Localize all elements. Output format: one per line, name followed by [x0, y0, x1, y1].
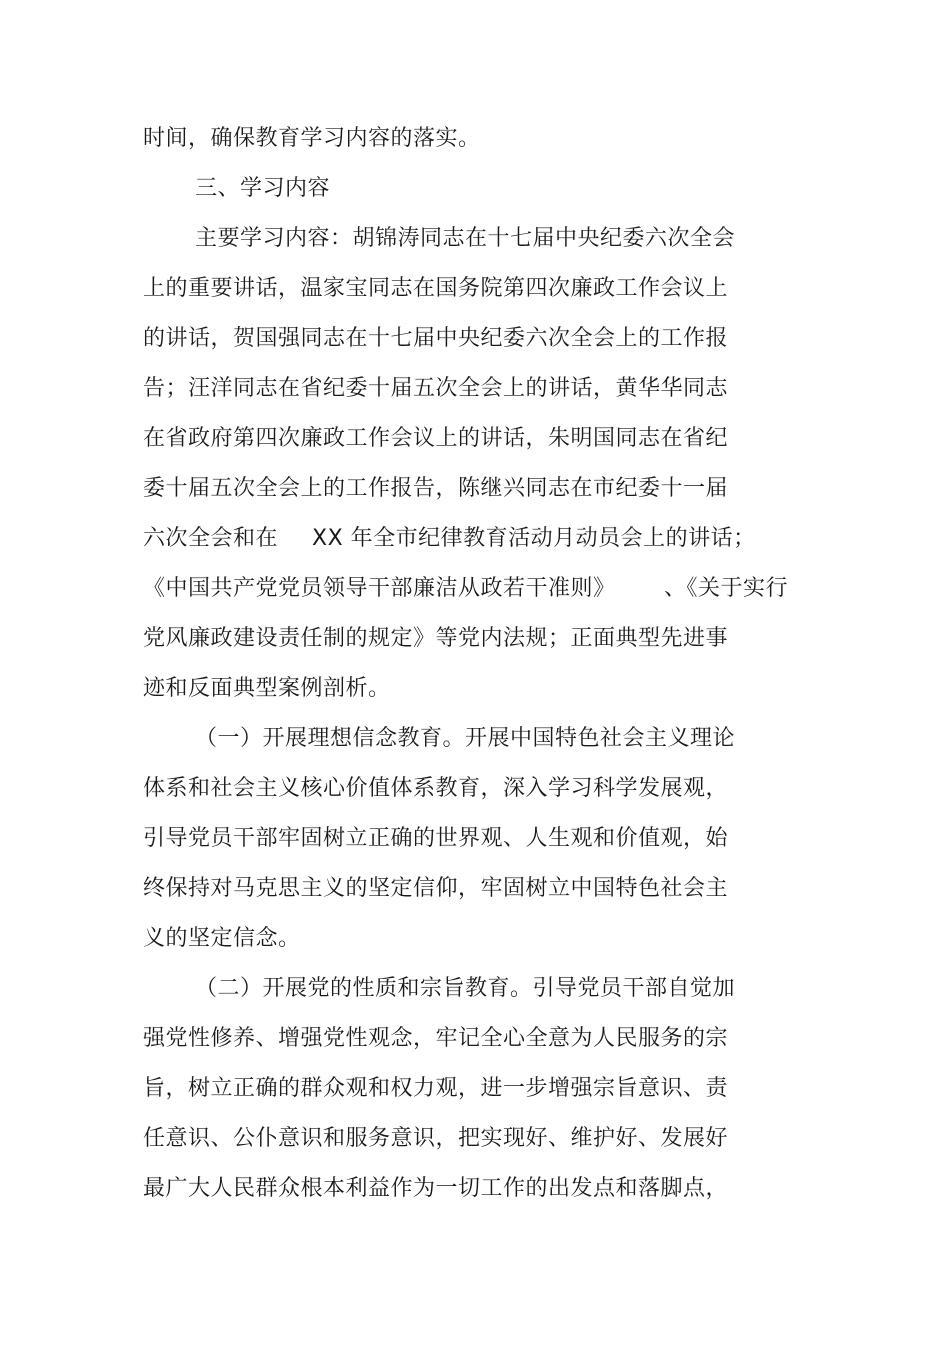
text-line: 、《关于实行 [664, 576, 789, 601]
text-line: 主要学习内容：胡锦涛同志在十七届中央纪委六次全会 [195, 226, 736, 251]
text-line: 旨，树立正确的群众观和权力观，进一步增强宗旨意识、责 [143, 1076, 729, 1101]
text-line: 党风廉政建设责任制的规定》等党内法规；正面典型先进事 [143, 626, 729, 651]
subsection-heading: （一）开展理想信念教育。开展中国特色社会主义理论 [195, 726, 736, 751]
text-line: 体系和社会主义核心价值体系教育，深入学习科学发展观， [143, 776, 729, 801]
text-line: 《中国共产党党员领导干部廉洁从政若干准则》 [143, 576, 616, 601]
text-line: 强党性修养、增强党性观念，牢记全心全意为人民服务的宗 [143, 1026, 729, 1051]
text-line: 上的重要讲话，温家宝同志在国务院第四次廉政工作会议上 [143, 276, 729, 301]
text-line: 引导党员干部牢固树立正确的世界观、人生观和价值观，始 [143, 826, 729, 851]
text-line: 委十届五次全会上的工作报告，陈继兴同志在市纪委十一届 [143, 476, 729, 501]
subsection-heading: （二）开展党的性质和宗旨教育。引导党员干部自觉加 [195, 976, 736, 1001]
text-line: 的讲话，贺国强同志在十七届中央纪委六次全会上的工作报 [143, 326, 729, 351]
text-line: 在省政府第四次廉政工作会议上的讲话，朱明国同志在省纪 [143, 426, 729, 451]
text-line: 迹和反面典型案例剖析。 [143, 676, 391, 701]
text-line: 六次全会和在 [143, 526, 279, 551]
text-line: 告；汪洋同志在省纪委十届五次全会上的讲话，黄华华同志 [143, 376, 729, 401]
text-line: 时间，确保教育学习内容的落实。 [143, 126, 481, 151]
text-line: 任意识、公仆意识和服务意识，把实现好、维护好、发展好 [143, 1126, 729, 1151]
text-line: 最广大人民群众根本利益作为一切工作的出发点和落脚点， [143, 1176, 729, 1201]
text-line: XX 年全市纪律教育活动月动员会上的讲话； [312, 526, 756, 551]
text-line: 义的坚定信念。 [143, 926, 301, 951]
text-line: 终保持对马克思主义的坚定信仰，牢固树立中国特色社会主 [143, 876, 729, 901]
section-heading: 三、学习内容 [195, 176, 331, 201]
